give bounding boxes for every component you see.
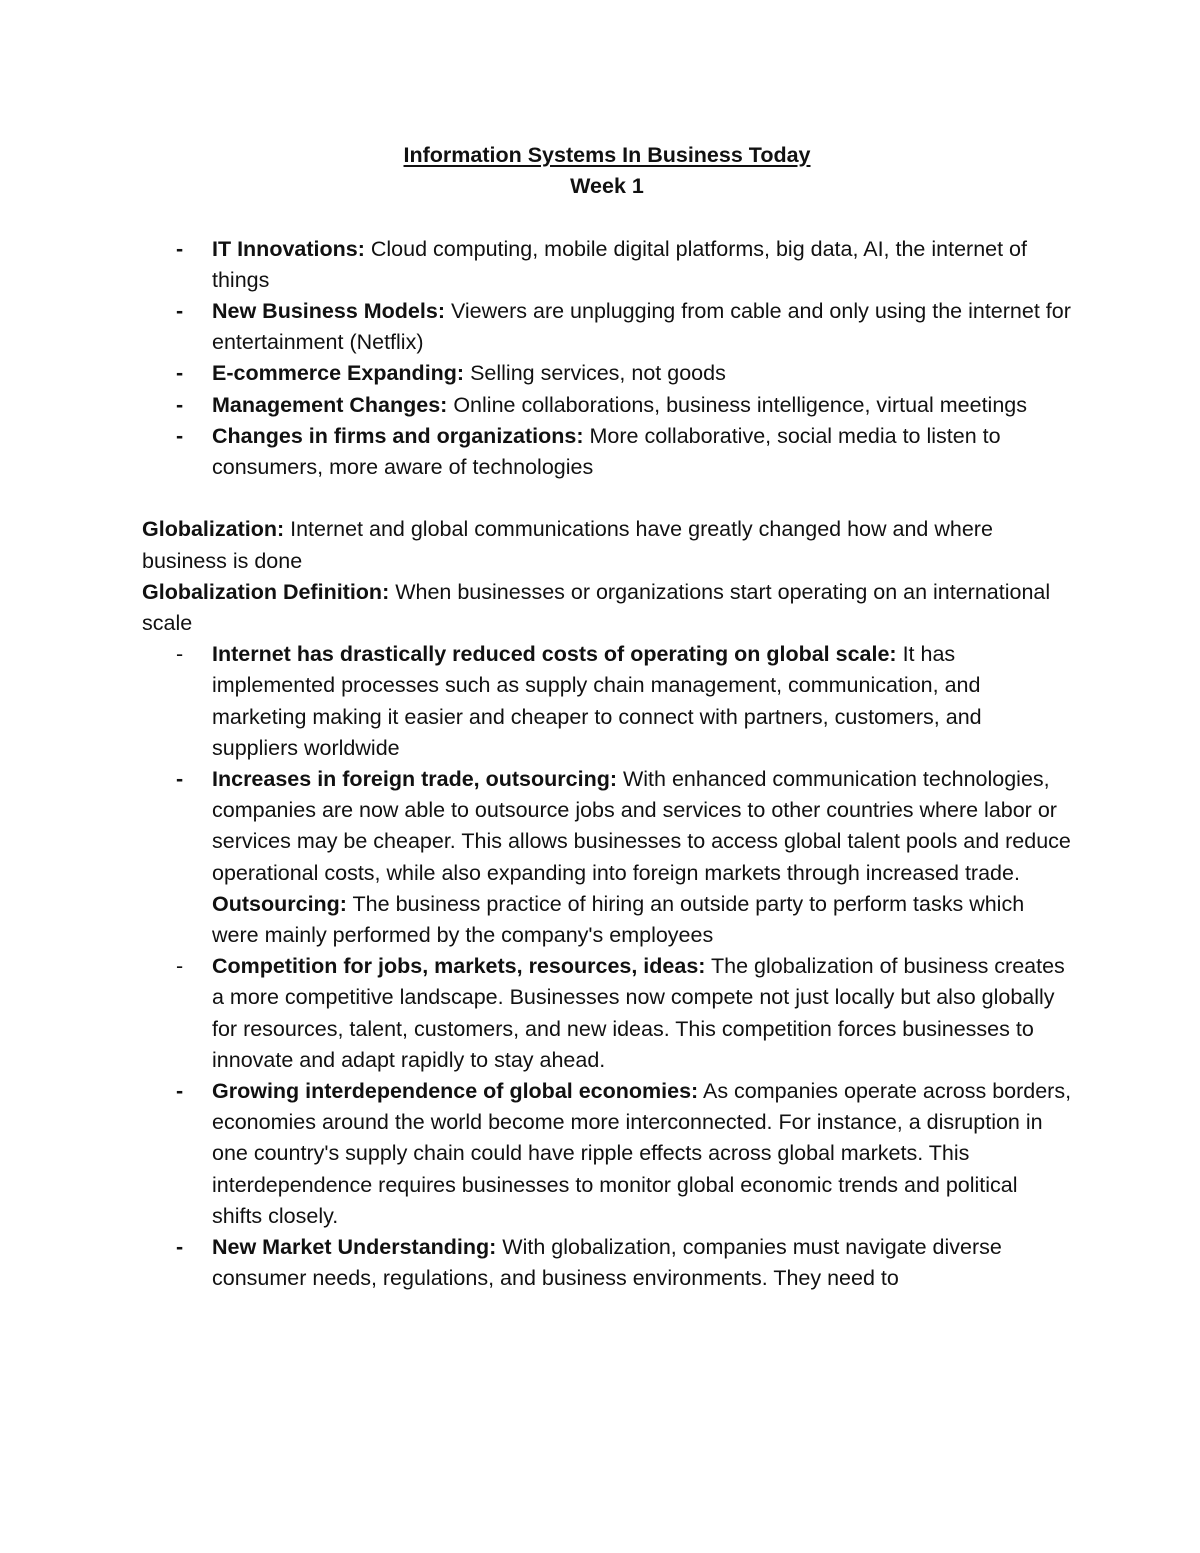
list-item [142, 390, 1072, 421]
list-item-text: Online collaborations, business intelligence, virtual meetings [447, 392, 1027, 417]
list-item [142, 234, 1072, 296]
list-item-term: New Market Understanding: [212, 1235, 497, 1260]
list-item-text: Cloud computing, mobile digital platforms, big data, AI, the internet of things [212, 236, 1027, 292]
list-item-text: More collaborative, social media to listen to consumers, more aware of technologies [212, 423, 1001, 480]
list-item [142, 421, 1072, 483]
globalization-list [142, 639, 1072, 1294]
blank-line [142, 483, 1072, 514]
dash-bullet: - [176, 423, 184, 448]
globalization-definition-paragraph [142, 577, 1072, 639]
list-item-text: The globalization of business creates a more competitive landscape. Businesses now compete not just locally but also globally for resources, talent, customers, and new ideas. This competition forces businesses to innovate and adapt rapidly to stay ahead. [212, 954, 1065, 1072]
list-item [142, 639, 1072, 764]
dash-bullet: - [176, 1079, 184, 1104]
list-item [142, 1232, 1072, 1294]
document-content [142, 140, 1072, 1294]
list-item-text: As companies operate across borders, economies around the world become more interconnected. For instance, a disruption in one country's supply chain could have ripple effects across global markets. This interdependence requires businesses to monitor global economic trends and political shifts closely. [212, 1079, 1072, 1228]
dash-bullet: - [176, 236, 184, 261]
document-subtitle: Week 1 [570, 174, 644, 199]
list-item-text: Selling services, not goods [464, 361, 726, 386]
list-item-term: E-commerce Expanding: [212, 361, 465, 386]
it-trends-list [142, 234, 1072, 484]
list-item-term: Growing interdependence of global economies: [212, 1079, 699, 1104]
dash-bullet: - [176, 299, 184, 323]
list-item-term: Changes in firms and organizations: [212, 423, 584, 448]
globalization-definition-term: Globalization Definition: [142, 579, 390, 604]
list-item-text: With enhanced communication technologies, companies are now able to outsource jobs and services to other countries where labor or services may be cheaper. This allows businesses to access global talent pools and reduce operational costs, while also expanding into foreign markets through increased trade. [212, 767, 1071, 885]
dash-bullet: - [176, 642, 184, 667]
list-item-text: It has implemented processes such as supply chain management, communication, and marketing making it easier and cheaper to connect with partners, customers, and suppliers worldwide [212, 642, 982, 760]
blank-line [142, 202, 1072, 233]
list-item [142, 358, 1072, 389]
list-item [142, 764, 1072, 951]
list-item-text: With globalization, companies must navigate diverse consumer needs, regulations, and business environments. They need to [212, 1235, 1002, 1291]
list-item-term: IT Innovations: [212, 236, 365, 261]
globalization-text: Internet and global communications have greatly changed how and where business is done [142, 517, 993, 573]
list-item [142, 951, 1072, 1076]
outsourcing-text: The business practice of hiring an outside party to perform tasks which were mainly performed by the company's employees [212, 891, 1025, 948]
outsourcing-term: Outsourcing: [212, 891, 347, 916]
list-item [142, 1076, 1072, 1232]
outsourcing-definition [212, 889, 1072, 951]
list-item-term: Competition for jobs, markets, resources, ideas: [212, 954, 706, 979]
list-item-term: Increases in foreign trade, outsourcing: [212, 767, 617, 792]
list-item-text: Viewers are unplugging from cable and only using the internet for entertainment (Netflix) [212, 299, 1071, 355]
list-item-term: Internet has drastically reduced costs of operating on global scale: [212, 642, 897, 667]
dash-bullet: - [176, 392, 184, 417]
document-title: Information Systems In Business Today [403, 143, 811, 167]
globalization-definition-text: When businesses or organizations start operating on an international scale [142, 579, 1051, 636]
list-item-term: Management Changes: [212, 392, 448, 417]
globalization-term: Globalization: [142, 517, 285, 542]
dash-bullet: - [176, 361, 184, 386]
dash-bullet: - [176, 954, 184, 979]
globalization-paragraph [142, 514, 1072, 576]
list-item-term: New Business Models: [212, 299, 445, 323]
list-item [142, 296, 1072, 358]
dash-bullet: - [176, 767, 184, 792]
dash-bullet: - [176, 1235, 184, 1260]
